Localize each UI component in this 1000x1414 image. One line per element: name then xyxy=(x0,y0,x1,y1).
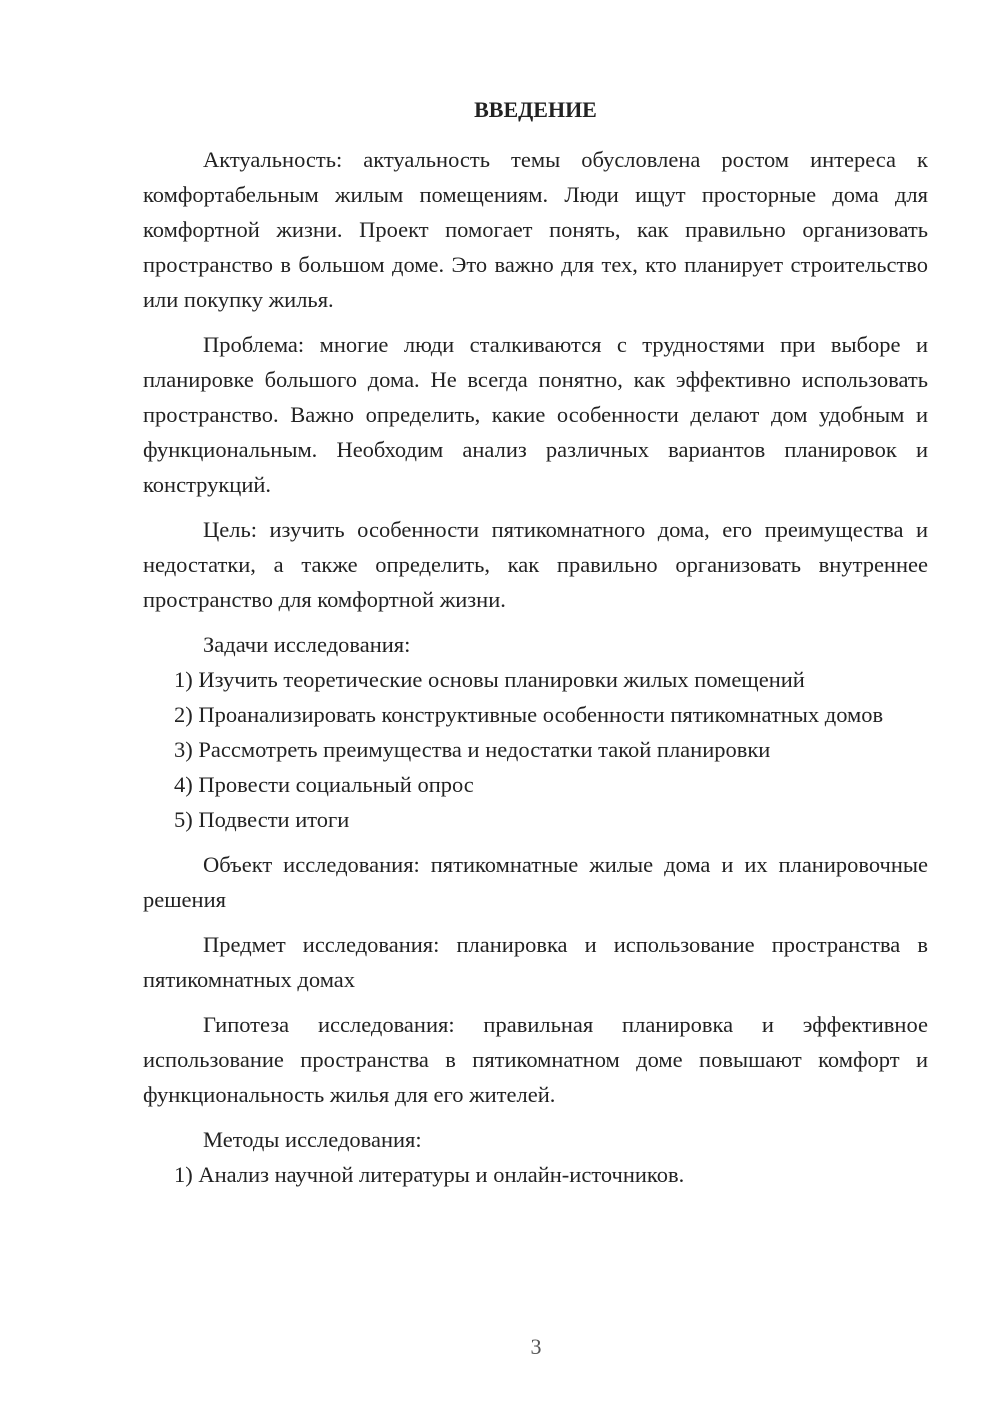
task-item: 5) Подвести итоги xyxy=(174,807,350,832)
method-item: 1) Анализ научной литературы и онлайн-источников. xyxy=(174,1162,685,1187)
document-body xyxy=(143,142,928,1192)
task-item: 2) Проанализировать конструктивные особенности пятикомнатных домов xyxy=(174,702,884,727)
task-item: 4) Провести социальный опрос xyxy=(174,772,474,797)
object-paragraph: Объект исследования: пятикомнатные жилые дома и их планировочные решения xyxy=(143,852,928,912)
goal-paragraph: Цель: изучить особенности пятикомнатного дома, его преимущества и недостатки, а также определить, как правильно организовать внутреннее пространство для комфортной жизни. xyxy=(143,517,928,612)
relevance-paragraph: Актуальность: актуальность темы обусловлена ростом интереса к комфортабельным жилым помещениям. Люди ищут просторные дома для комфортной жизни. Проект помогает понять, как правильно организовать пространство в большом доме. Это важно для тех, кто планирует строительство или покупку жилья. xyxy=(143,147,928,312)
page-title: ВВЕДЕНИЕ xyxy=(474,97,597,122)
tasks-heading: Задачи исследования: xyxy=(203,632,411,657)
problem-paragraph: Проблема: многие люди сталкиваются с трудностями при выборе и планировке большого дома. Не всегда понятно, как эффективно использовать пространство. Важно определить, какие особенности делают дом удобным и функциональным. Необходим анализ различных вариантов планировок и конструкций. xyxy=(143,332,928,497)
subject-paragraph: Предмет исследования: планировка и использование пространства в пятикомнатных домах xyxy=(143,932,928,992)
page-number: 3 xyxy=(530,1334,542,1359)
methods-heading: Методы исследования: xyxy=(203,1127,422,1152)
hypothesis-paragraph: Гипотеза исследования: правильная планировка и эффективное использование пространства в пятикомнатном доме повышают комфорт и функциональность жилья для его жителей. xyxy=(143,1012,928,1107)
task-item: 3) Рассмотреть преимущества и недостатки такой планировки xyxy=(174,737,771,762)
task-item: 1) Изучить теоретические основы планировки жилых помещений xyxy=(174,667,805,692)
